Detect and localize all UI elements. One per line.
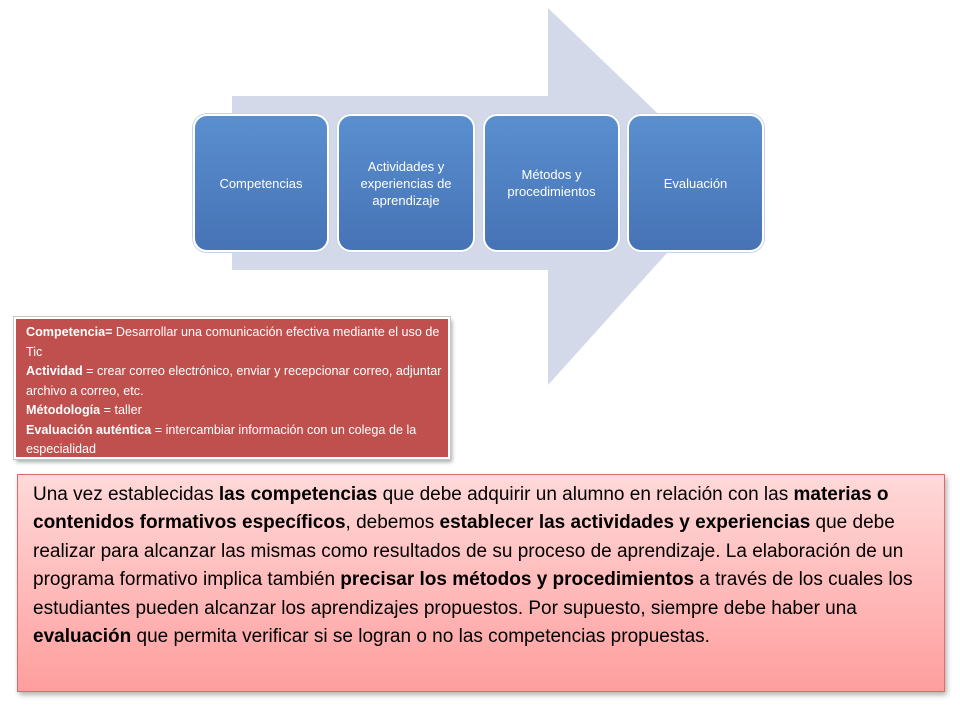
step-label: Competencias — [219, 175, 303, 191]
bold-segment: las competencias — [218, 484, 378, 505]
bold-segment: materias o contenidos formativos específicos — [33, 484, 889, 534]
actividad-label: Actividad — [26, 364, 83, 378]
text-segment: a través de los cuales los estudiantes pueden alcanzar los aprendizajes propuestos. Por supuesto, siempre debe haber una — [33, 569, 913, 619]
metodologia-text: = taller — [100, 403, 142, 417]
step-evaluacion — [627, 114, 764, 252]
bold-segment: evaluación — [33, 626, 132, 648]
step-competencias — [193, 114, 329, 252]
text-segment: que debe realizar para alcanzar las mismas como resultados de su proceso de aprendizaje. La elaboración de un programa formativo implica también — [33, 512, 904, 591]
text-segment: que permita verificar si se logran o no las competencias propuestas. — [131, 626, 710, 648]
explanation-paragraph — [17, 474, 945, 692]
evaluacion-label: Evaluación auténtica — [26, 422, 152, 437]
actividad-text: = crear correo electrónico, enviar y recepcionar correo, adjuntar archivo a correo, etc. — [26, 364, 442, 398]
competencia-text: Desarrollar una comunicación efectiva mediante el uso de Tic — [26, 325, 440, 359]
text-segment: Una vez establecidas — [33, 484, 219, 505]
step-metodos — [483, 114, 620, 252]
step-actividades — [337, 114, 475, 252]
bold-segment: establecer las actividades y experiencias — [439, 512, 811, 534]
step-label: Métodos y procedimientos — [507, 167, 596, 199]
bold-segment: precisar los métodos y procedimientos — [340, 569, 695, 591]
text-segment: que debe adquirir un alumno en relación con las — [377, 484, 794, 505]
evaluacion-text: = intercambiar información con un colega de la especialidad — [26, 422, 417, 456]
metodologia-label: Métodología — [26, 403, 101, 417]
step-label: Actividades y experiencias de aprendizaje — [360, 158, 452, 208]
text-segment: , debemos — [345, 512, 440, 534]
competencia-label: Competencia= — [26, 325, 113, 339]
step-label: Evaluación — [663, 175, 728, 191]
definitions-box — [14, 317, 450, 459]
